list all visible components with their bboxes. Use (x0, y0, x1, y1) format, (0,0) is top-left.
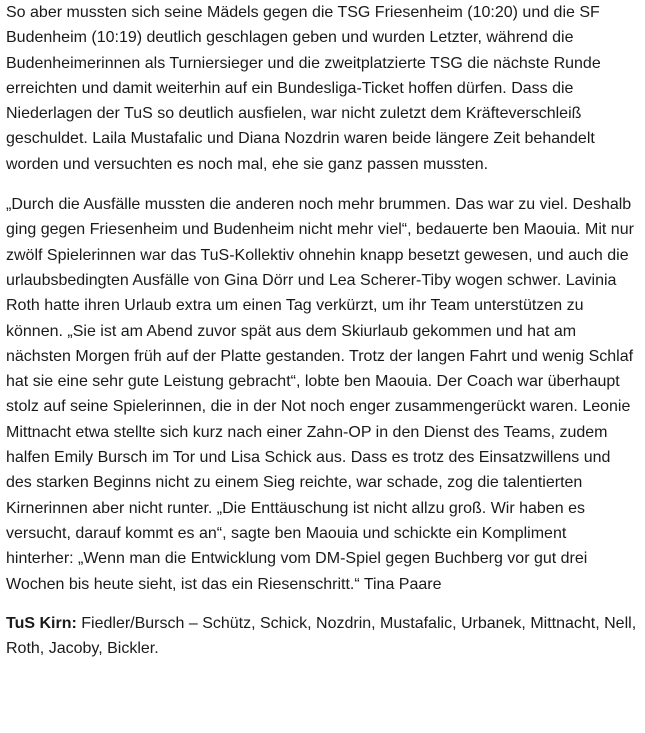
article-paragraph-1: So aber mussten sich seine Mädels gegen die TSG Friesenheim (10:20) und die SF Budenheim (10:19) deutlich geschlagen geben und wurden Letzter, während die Budenheimerinnen als Turniersieger und die zweitplatzierte TSG die nächste Runde erreichten und damit weiterhin auf ein Bundesliga-Ticket hoffen dürfen. Dass die Niederlagen der TuS so deutlich ausfielen, war nicht zuletzt dem Kräfteverschleiß geschuldet. Laila Mustafalic und Diana Nozdrin waren beide längere Zeit behandelt worden und versuchten es noch mal, ehe sie ganz passen mussten. (6, 4, 601, 173)
lineup-players: Fiedler/Bursch – Schütz, Schick, Nozdrin, Mustafalic, Urbanek, Mittnacht, Nell, Roth, Jacoby, Bickler. (6, 614, 637, 658)
article-paragraph-2: „Durch die Ausfälle mussten die anderen noch mehr brummen. Das war zu viel. Deshalb ging gegen Friesenheim und Budenheim nicht mehr viel“, bedauerte ben Maouia. Mit nur zwölf Spielerinnen war das TuS-Kollektiv ohnehin knapp besetzt gewesen, und auch die urlaubsbedingten Ausfälle von Gina Dörr und Lea Scherer-Tiby wogen schwer. Lavinia Roth hatte ihren Urlaub extra um einen Tag verkürzt, um ihr Team unterstützen zu können. „Sie ist am Abend zuvor spät aus dem Skiurlaub gekommen und hat am nächsten Morgen früh auf der Platte gestanden. Trotz der langen Fahrt und wenig Schlaf hat sie eine sehr gute Leistung gebracht“, lobte ben Maouia. Der Coach war überhaupt stolz auf seine Spielerinnen, die in der Not noch enger zusammengerückt waren. Leonie Mittnacht etwa stellte sich kurz nach einer Zahn-OP in den Dienst des Teams, zudem halfen Emily Bursch im Tor und Lisa Schick aus. Dass es trotz des Einsatzwillens und des starken Beginns nicht zu einem Sieg reichte, war schade, zog die talentierten Kirnerinnen aber nicht runter. „Die Enttäuschung ist nicht allzu groß. Wir haben es versucht, darauf kommt es an“, sagte ben Maouia und schickte ein Kompliment hinterher: „Wenn man die Entwicklung vom DM-Spiel gegen Buchberg vor gut drei Wochen bis heute sieht, ist das ein Riesenschritt.“ Tina Paare (6, 196, 634, 593)
team-lineup (6, 611, 637, 662)
lineup-team-name: TuS Kirn: (6, 614, 77, 632)
